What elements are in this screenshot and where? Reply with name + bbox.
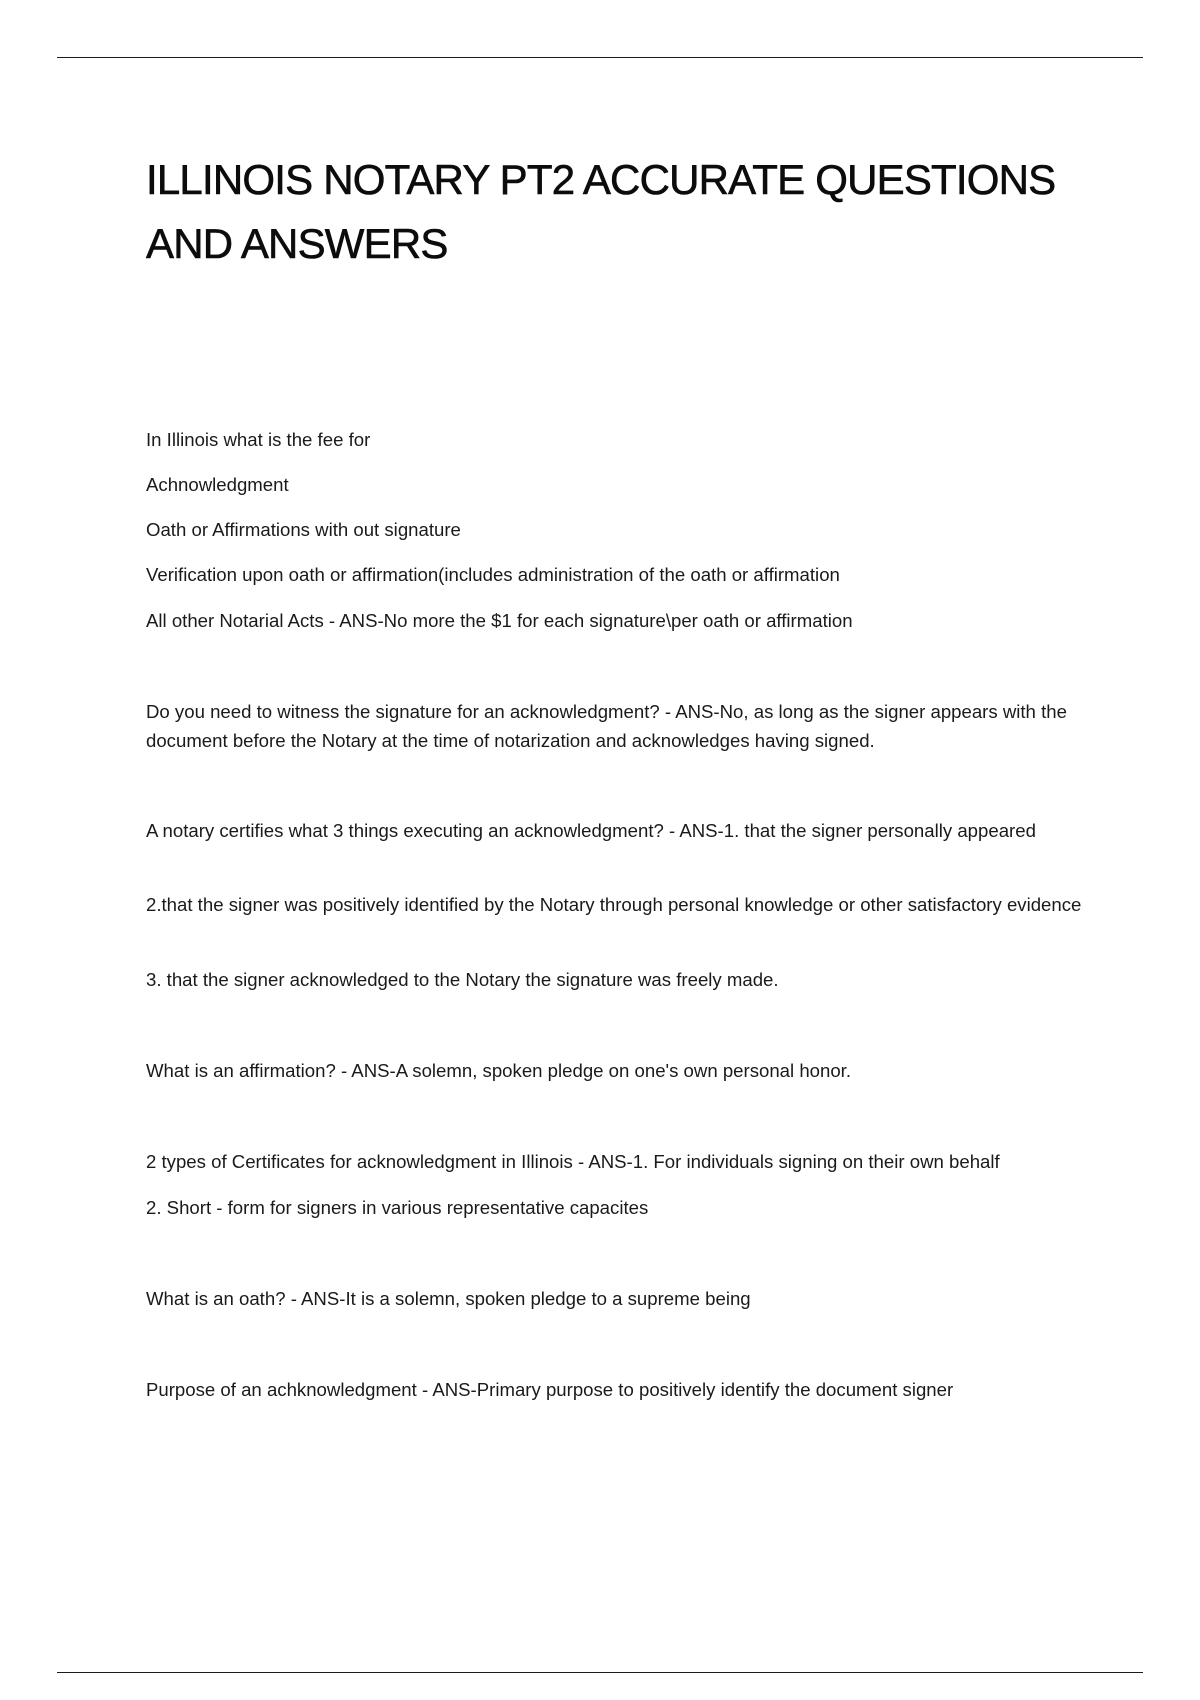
paragraph-witness-signature: Do you need to witness the signature for an acknowledgment? - ANS-No, as long as the signer appears with the document before the Notary at the time of notarization and acknowledges having signed. [146,701,1067,751]
paragraph-purpose: Purpose of an achknowledgment - ANS-Primary purpose to positively identify the document signer [146,1379,954,1400]
paragraph-other-notarial-acts: All other Notarial Acts - ANS-No more the $1 for each signature\per oath or affirmation [146,610,853,631]
paragraph-certificate-types: 2 types of Certificates for acknowledgment in Illinois - ANS-1. For individuals signing on their own behalf [146,1151,1000,1172]
paragraph-acknowledgment: Achnowledgment [146,474,289,495]
paragraph-affirmation: What is an affirmation? - ANS-A solemn, spoken pledge on one's own personal honor. [146,1060,852,1081]
paragraph-freely-made: 3. that the signer acknowledged to the Notary the signature was freely made. [146,969,779,990]
bottom-rule [57,1672,1143,1673]
paragraph-three-things: A notary certifies what 3 things executing an acknowledgment? - ANS-1. that the signer personally appeared [146,820,1036,841]
paragraph-verification: Verification upon oath or affirmation(includes administration of the oath or affirmation [146,564,840,585]
top-rule [57,57,1143,58]
paragraph-oath: What is an oath? - ANS-It is a solemn, spoken pledge to a supreme being [146,1288,751,1309]
paragraph-positively-identified: 2.that the signer was positively identified by the Notary through personal knowledge or other satisfactory evidence [146,894,1082,915]
paragraph-short-form: 2. Short - form for signers in various representative capacites [146,1197,649,1218]
paragraph-oath-affirmations: Oath or Affirmations with out signature [146,519,461,540]
paragraph-fee-question: In Illinois what is the fee for [146,429,371,450]
document-title: ILLINOIS NOTARY PT2 ACCURATE QUESTIONS AND ANSWERS [146,156,1056,267]
